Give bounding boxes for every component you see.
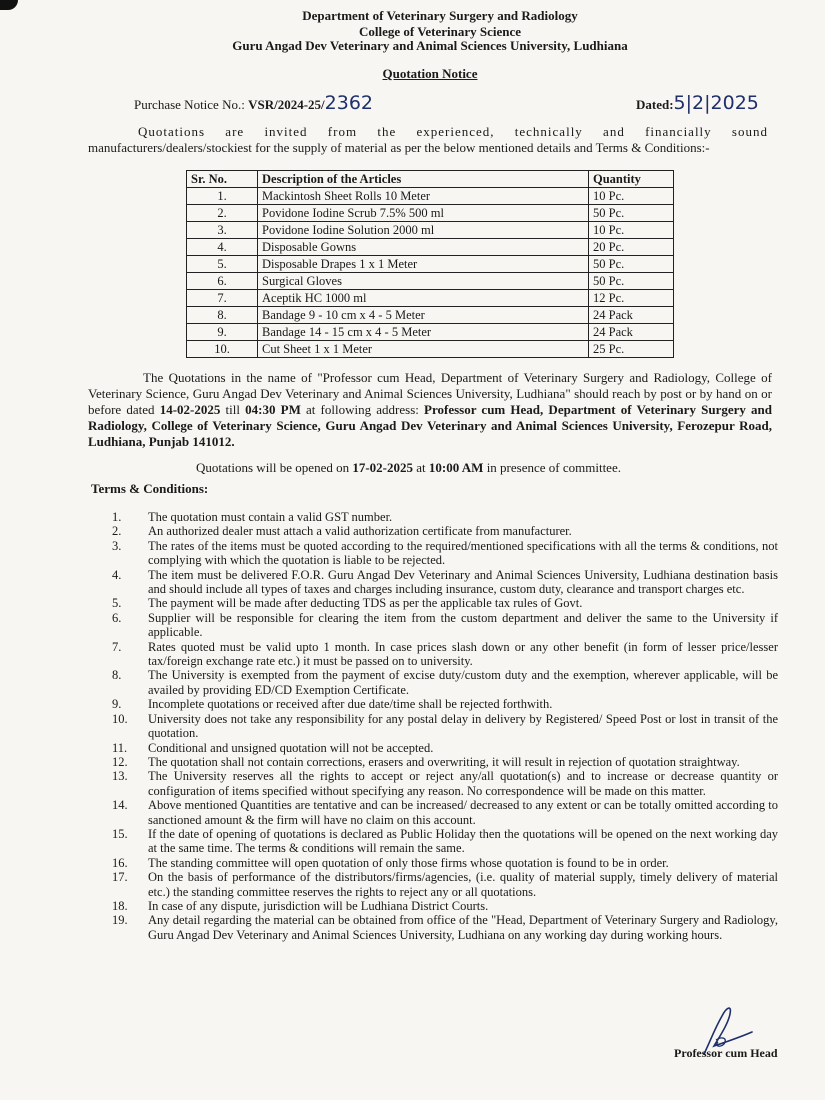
paragraph-text-2: till xyxy=(220,402,246,417)
opening-line: Quotations will be opened on 17-02-2025 at 10:00 AM in presence of committee. xyxy=(196,460,621,475)
table-row xyxy=(187,290,674,307)
table-header-row xyxy=(187,171,674,188)
articles-table xyxy=(186,170,674,358)
cell-description: Disposable Gowns xyxy=(258,239,589,256)
cell-sr: 3. xyxy=(187,222,258,239)
list-item: 11. Conditional and unsigned quotation will not be accepted. xyxy=(112,740,434,755)
terms-heading: Terms & Conditions: xyxy=(91,481,209,496)
cell-description: Bandage 9 - 10 cm x 4 - 5 Meter xyxy=(258,307,589,324)
list-item: 5. The payment will be made after deducting TDS as per the applicable tax rules of Govt. xyxy=(112,596,583,611)
cell-sr: 2. xyxy=(187,205,258,222)
deadline-time: 04:30 PM xyxy=(245,402,301,417)
list-item: 17. On the basis of performance of the distributors/firms/agencies, (i.e. quality of material supply, timely delivery of material etc.) the standing committee reserves the rights to reject any or all quotations. xyxy=(112,870,778,899)
purchase-label: Purchase Notice No.: xyxy=(134,97,245,112)
cell-quantity: 50 Pc. xyxy=(589,205,674,222)
handwritten-date: 5|2|2025 xyxy=(673,92,759,114)
cell-quantity: 24 Pack xyxy=(589,324,674,341)
cell-sr: 7. xyxy=(187,290,258,307)
notice-title: Quotation Notice xyxy=(382,66,478,81)
cell-description: Povidone Iodine Scrub 7.5% 500 ml xyxy=(258,205,589,222)
intro-line-2: manufacturers/dealers/stockiest for the supply of material as per the below mentioned details and Terms & Conditions:- xyxy=(88,140,710,155)
list-item: 3. The rates of the items must be quoted according to the required/mentioned specifications with all the terms & conditions, not complying with which the quotation is liable to be rejected. xyxy=(112,538,778,568)
department-heading: Department of Veterinary Surgery and Radiology xyxy=(302,8,578,23)
purchase-notice-number xyxy=(134,92,373,114)
header-description: Description of the Articles xyxy=(258,171,589,188)
paragraph-text-3: at following address: xyxy=(300,402,425,417)
list-item: 12. The quotation shall not contain corrections, erasers and overwriting, it will result in rejection of quotation straightway. xyxy=(112,754,740,769)
cell-quantity: 12 Pc. xyxy=(589,290,674,307)
table-row xyxy=(187,307,674,324)
list-item: 7. Rates quoted must be valid upto 1 month. In case prices slash down or any other benefit (in form of lesser price/lesser tax/foreign exchange rate etc.) it must be passed on to university. xyxy=(112,639,778,669)
list-item: 8. The University is exempted from the payment of excise duty/custom duty and the exemption, wherever applicable, will be availed by providing ED/CD Exemption Certificate. xyxy=(112,668,778,697)
cell-sr: 8. xyxy=(187,307,258,324)
cell-quantity: 50 Pc. xyxy=(589,273,674,290)
dated xyxy=(636,92,759,114)
signatory-title: Professor cum Head xyxy=(674,1046,778,1060)
purchase-number-prefix: VSR/2024-25/ xyxy=(248,97,325,112)
cell-quantity: 10 Pc. xyxy=(589,222,674,239)
cell-sr: 5. xyxy=(187,256,258,273)
table-row xyxy=(187,341,674,358)
list-item: 14. Above mentioned Quantities are tentative and can be increased/ decreased to any extent or can be totally omitted according to sanctioned amount & the firm will have no claim on this account. xyxy=(112,798,778,827)
list-item: 19. Any detail regarding the material can be obtained from office of the "Head, Department of Veterinary Surgery and Radiology, Guru Angad Dev Veterinary and Animal Sciences University, Ludhiana on any working day during working hours. xyxy=(112,913,778,942)
paragraph-text-1: The Quotations in the name of "Professor cum Head, Department of Veterinary Surgery and Radiology, College of Veterinary Science, Guru Angad Dev Veterinary and Animal Sciences University, Ludhiana" should reach by post or by hand on or before dated xyxy=(88,370,772,417)
table-row xyxy=(187,256,674,273)
cell-description: Surgical Gloves xyxy=(258,273,589,290)
cell-sr: 6. xyxy=(187,273,258,290)
list-item: 18. In case of any dispute, jurisdiction will be Ludhiana District Courts. xyxy=(112,898,489,913)
list-item: 10. University does not take any responsibility for any postal delay in delivery by Registered/ Speed Post or lost in transit of the quotation. xyxy=(112,711,778,741)
list-item: 9. Incomplete quotations or received after due date/time shall be rejected forthwith. xyxy=(112,697,553,712)
table-row xyxy=(187,239,674,256)
table-row xyxy=(187,273,674,290)
terms-list xyxy=(112,510,778,942)
opening-time: 10:00 AM xyxy=(428,460,484,475)
list-item: 6. Supplier will be responsible for clearing the item from the custom department and deliver the same to the University if applicable. xyxy=(112,610,778,640)
cell-sr: 9. xyxy=(187,324,258,341)
cell-description: Povidone Iodine Solution 2000 ml xyxy=(258,222,589,239)
submission-address: Professor cum Head, Department of Veterinary Surgery and Radiology, College of Veterinary Science, Guru Angad Dev Veterinary and Animal Sciences University, Ferozepur Road, Ludhiana, Punjab 141012. xyxy=(88,402,772,449)
list-item: 1. The quotation must contain a valid GST number. xyxy=(112,510,393,524)
list-item: 2. An authorized dealer must attach a valid authorization certificate from manufacturer. xyxy=(112,524,572,539)
university-heading: Guru Angad Dev Veterinary and Animal Sciences University, Ludhiana xyxy=(232,38,628,53)
list-item: 15. If the date of opening of quotations is declared as Public Holiday then the quotations will be opened on the next working day at the same time. The terms & conditions will remain the same. xyxy=(112,826,778,856)
opening-date: 17-02-2025 xyxy=(352,460,414,475)
handwritten-number: 2362 xyxy=(324,92,374,114)
college-heading: College of Veterinary Science xyxy=(358,24,522,39)
cell-description: Mackintosh Sheet Rolls 10 Meter xyxy=(258,188,589,205)
cell-description: Disposable Drapes 1 x 1 Meter xyxy=(258,256,589,273)
cell-quantity: 24 Pack xyxy=(589,307,674,324)
table-row xyxy=(187,324,674,341)
cell-sr: 4. xyxy=(187,239,258,256)
list-item: 4. The item must be delivered F.O.R. Guru Angad Dev Veterinary and Animal Sciences University, Ludhiana destination basis and should include all types of taxes and charges including insurance, custom duty, clearance and transport charges etc. xyxy=(112,567,778,597)
header-quantity: Quantity xyxy=(589,171,674,188)
table-row xyxy=(187,188,674,205)
cell-quantity: 20 Pc. xyxy=(589,239,674,256)
cell-sr: 1. xyxy=(187,188,258,205)
deadline-date: 14-02-2025 xyxy=(159,402,221,417)
cell-description: Bandage 14 - 15 cm x 4 - 5 Meter xyxy=(258,324,589,341)
cell-quantity: 10 Pc. xyxy=(589,188,674,205)
cell-description: Aceptik HC 1000 ml xyxy=(258,290,589,307)
table-row xyxy=(187,222,674,239)
cell-sr: 10. xyxy=(187,341,258,358)
dated-label: Dated: xyxy=(636,97,674,112)
intro-line-1: Quotations are invited from the experienced, technically and financially sound xyxy=(138,124,768,139)
submission-paragraph xyxy=(88,370,772,450)
table-row xyxy=(187,205,674,222)
cell-quantity: 50 Pc. xyxy=(589,256,674,273)
corner-mark xyxy=(0,0,18,10)
intro-text xyxy=(88,124,768,156)
cell-quantity: 25 Pc. xyxy=(589,341,674,358)
list-item: 13. The University reserves all the rights to accept or reject any/all quotation(s) and to increase or decrease quantity or configuration of items specified without specifying any reason. No correspondence will be made on this matter. xyxy=(112,769,778,798)
cell-description: Cut Sheet 1 x 1 Meter xyxy=(258,341,589,358)
list-item: 16. The standing committee will open quotation of only those firms whose quotation is found to be in order. xyxy=(112,855,669,870)
header-sr-no: Sr. No. xyxy=(187,171,258,188)
